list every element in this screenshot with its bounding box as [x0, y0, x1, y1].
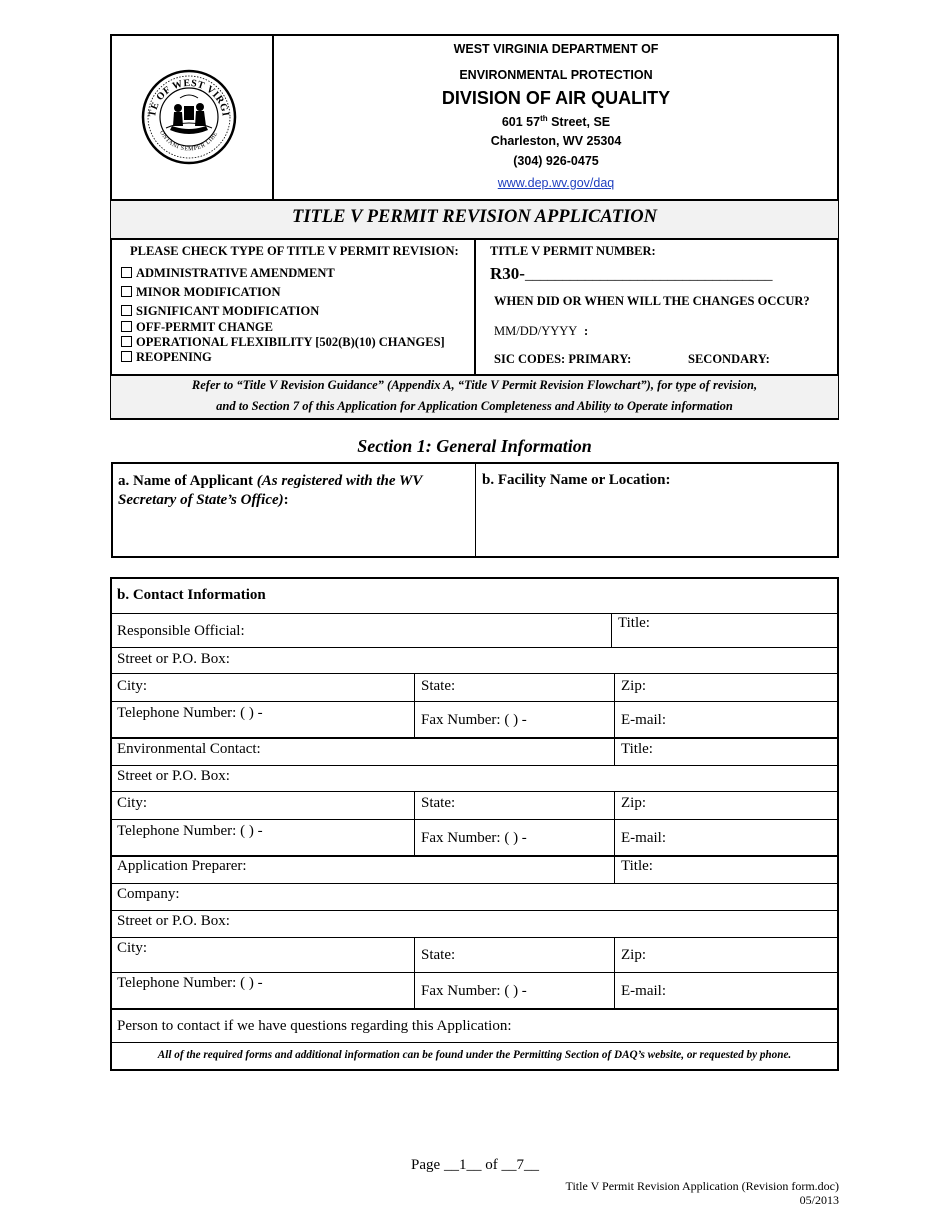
agency-street — [274, 114, 838, 129]
ap-street-field[interactable]: Street or P.O. Box: — [117, 913, 230, 929]
ro-state-field[interactable]: State: — [421, 678, 456, 694]
option-label: SIGNIFICANT MODIFICATION — [136, 304, 320, 318]
responsible-official-title-field[interactable]: Title: — [618, 615, 650, 631]
ro-city-field[interactable]: City: — [117, 678, 148, 694]
contact-rule — [111, 972, 838, 973]
contact-rule — [111, 883, 838, 884]
agency-phone: (304) 926-0475 — [513, 154, 599, 168]
contact-col-divider — [614, 855, 615, 883]
option-label: OPERATIONAL FLEXIBILITY [502(B)(10) CHANGES] — [136, 335, 445, 349]
division-name: DIVISION OF AIR QUALITY — [441, 88, 671, 108]
contact-col-divider — [414, 937, 415, 1008]
ro-fax-field[interactable]: Fax Number: ( ) - — [421, 712, 527, 728]
option-minor-modification[interactable] — [121, 285, 281, 300]
environmental-contact-title-field[interactable]: Title: — [621, 741, 653, 757]
applicant-label-colon: : — [283, 492, 289, 508]
document-date: 05/2013 — [799, 1193, 839, 1207]
date-format-label: MM/DD/YYYY — [494, 324, 577, 338]
agency-website-row — [274, 176, 838, 190]
contact-col-divider — [614, 673, 615, 737]
applicant-name-field[interactable] — [118, 472, 468, 510]
contact-rule — [111, 1042, 838, 1043]
contact-footer-note: All of the required forms and additional information can be found under the Permitting Section of DAQ’s website, or requested by phone. — [157, 1049, 792, 1061]
ap-state-field[interactable]: State: — [421, 947, 456, 963]
contact-rule — [111, 791, 838, 792]
seal-top-text: TE OF WEST VIRGI — [147, 77, 231, 118]
applicant-label-note: (As registered with the WV Secretary of State’s Office) — [118, 473, 423, 508]
revision-type-panel — [111, 240, 473, 374]
seal-image-icon — [140, 68, 238, 166]
ro-zip-field[interactable]: Zip: — [621, 678, 646, 694]
section-1-title: Section 1: General Information — [357, 436, 592, 456]
ec-telephone-field[interactable]: Telephone Number: ( ) - — [117, 823, 263, 839]
ec-city-field[interactable]: City: — [117, 795, 148, 811]
contact-info-heading: b. Contact Information — [117, 587, 266, 603]
checkbox-icon[interactable] — [121, 336, 132, 347]
permit-number-field[interactable] — [490, 264, 772, 284]
street-name: Street, SE — [547, 115, 611, 130]
responsible-official-field[interactable]: Responsible Official: — [117, 623, 245, 639]
contact-col-divider — [614, 737, 615, 765]
contact-rule — [111, 701, 838, 702]
ap-telephone-field[interactable]: Telephone Number: ( ) - — [117, 975, 263, 991]
agency-city: Charleston, WV 25304 — [490, 134, 622, 148]
checkbox-icon[interactable] — [121, 351, 132, 362]
ap-company-field[interactable]: Company: — [117, 886, 180, 902]
ap-city-field[interactable]: City: — [117, 940, 148, 956]
person-to-contact-field[interactable]: Person to contact if we have questions regarding this Application: — [117, 1018, 512, 1034]
contact-col-divider — [611, 613, 612, 647]
contact-rule — [111, 910, 838, 911]
ap-email-field[interactable]: E-mail: — [621, 983, 666, 999]
ec-zip-field[interactable]: Zip: — [621, 795, 646, 811]
date-colon: : — [584, 324, 589, 338]
ec-fax-field[interactable]: Fax Number: ( ) - — [421, 830, 527, 846]
document-name: Title V Permit Revision Application (Revision form.doc) — [565, 1179, 839, 1193]
contact-rule — [111, 613, 838, 614]
contact-rule-thick — [111, 737, 838, 739]
street-number: 601 57 — [501, 115, 541, 130]
ro-telephone-field[interactable]: Telephone Number: ( ) - — [117, 705, 263, 721]
contact-col-divider — [414, 791, 415, 855]
facility-label: b. Facility Name or Location: — [482, 472, 671, 488]
page-number: Page __1__ of __7__ — [411, 1157, 539, 1173]
contact-col-divider — [414, 673, 415, 737]
street-ordinal: th — [540, 114, 548, 123]
guidance-line-2: and to Section 7 of this Application for Application Completeness and Ability to Operate information — [216, 399, 733, 413]
agency-line-1: WEST VIRGINIA DEPARTMENT OF — [453, 42, 659, 56]
contact-col-divider — [614, 791, 615, 855]
application-preparer-field[interactable]: Application Preparer: — [117, 858, 247, 874]
contact-rule — [111, 819, 838, 820]
ro-email-field[interactable]: E-mail: — [621, 712, 666, 728]
environmental-contact-field[interactable]: Environmental Contact: — [117, 741, 261, 757]
permit-number-blank: _________________________________ — [524, 267, 773, 283]
application-preparer-title-field[interactable]: Title: — [621, 858, 653, 874]
ec-street-field[interactable]: Street or P.O. Box: — [117, 768, 230, 784]
applicant-label: a. Name of Applicant — [118, 473, 257, 489]
contact-rule — [111, 673, 838, 674]
ec-state-field[interactable]: State: — [421, 795, 456, 811]
ap-fax-field[interactable]: Fax Number: ( ) - — [421, 983, 527, 999]
checkbox-icon[interactable] — [121, 286, 132, 297]
contact-rule — [111, 647, 838, 648]
contact-rule — [111, 765, 838, 766]
option-label: OFF-PERMIT CHANGE — [136, 320, 273, 334]
changes-question: WHEN DID OR WHEN WILL THE CHANGES OCCUR? — [494, 294, 810, 308]
sic-primary-label: SIC CODES: PRIMARY: — [494, 352, 632, 366]
contact-col-divider — [614, 937, 615, 1008]
contact-rule — [111, 937, 838, 938]
contact-rule-thick — [111, 855, 838, 857]
permit-number-prefix: R30- — [490, 264, 525, 283]
option-significant-modification[interactable] — [121, 304, 319, 319]
form-title: TITLE V PERMIT REVISION APPLICATION — [292, 207, 657, 227]
permit-info-panel — [476, 240, 838, 374]
agency-website-link[interactable]: www.dep.wv.gov/daq — [497, 176, 615, 190]
option-label: ADMINISTRATIVE AMENDMENT — [136, 266, 335, 280]
agency-line-2: ENVIRONMENTAL PROTECTION — [459, 68, 653, 82]
option-reopening[interactable] — [121, 350, 212, 365]
guidance-line-1: Refer to “Title V Revision Guidance” (Appendix A, “Title V Permit Revision Flowchart”), for type of revision, — [191, 378, 758, 392]
sic-secondary-label: SECONDARY: — [688, 352, 770, 366]
checkbox-icon[interactable] — [121, 305, 132, 316]
revision-type-heading: PLEASE CHECK TYPE OF TITLE V PERMIT REVISION: — [130, 244, 459, 258]
change-date-field[interactable] — [494, 324, 588, 339]
option-administrative-amendment[interactable] — [121, 266, 335, 281]
state-seal — [140, 68, 238, 166]
option-label: MINOR MODIFICATION — [136, 285, 281, 299]
ec-email-field[interactable]: E-mail: — [621, 830, 666, 846]
ap-zip-field[interactable]: Zip: — [621, 947, 646, 963]
option-operational-flexibility[interactable] — [121, 335, 445, 350]
ro-street-field[interactable]: Street or P.O. Box: — [117, 651, 230, 667]
seal-bottom-text: ONTANI SEMPER LIBE — [158, 129, 220, 153]
general-info-divider — [475, 463, 476, 557]
facility-name-field[interactable] — [482, 472, 670, 489]
contact-rule-thick — [111, 1008, 838, 1010]
option-off-permit-change[interactable] — [121, 320, 273, 335]
checkbox-icon[interactable] — [121, 321, 132, 332]
checkbox-icon[interactable] — [121, 267, 132, 278]
permit-number-label: TITLE V PERMIT NUMBER: — [490, 244, 656, 258]
option-label: REOPENING — [136, 350, 212, 364]
